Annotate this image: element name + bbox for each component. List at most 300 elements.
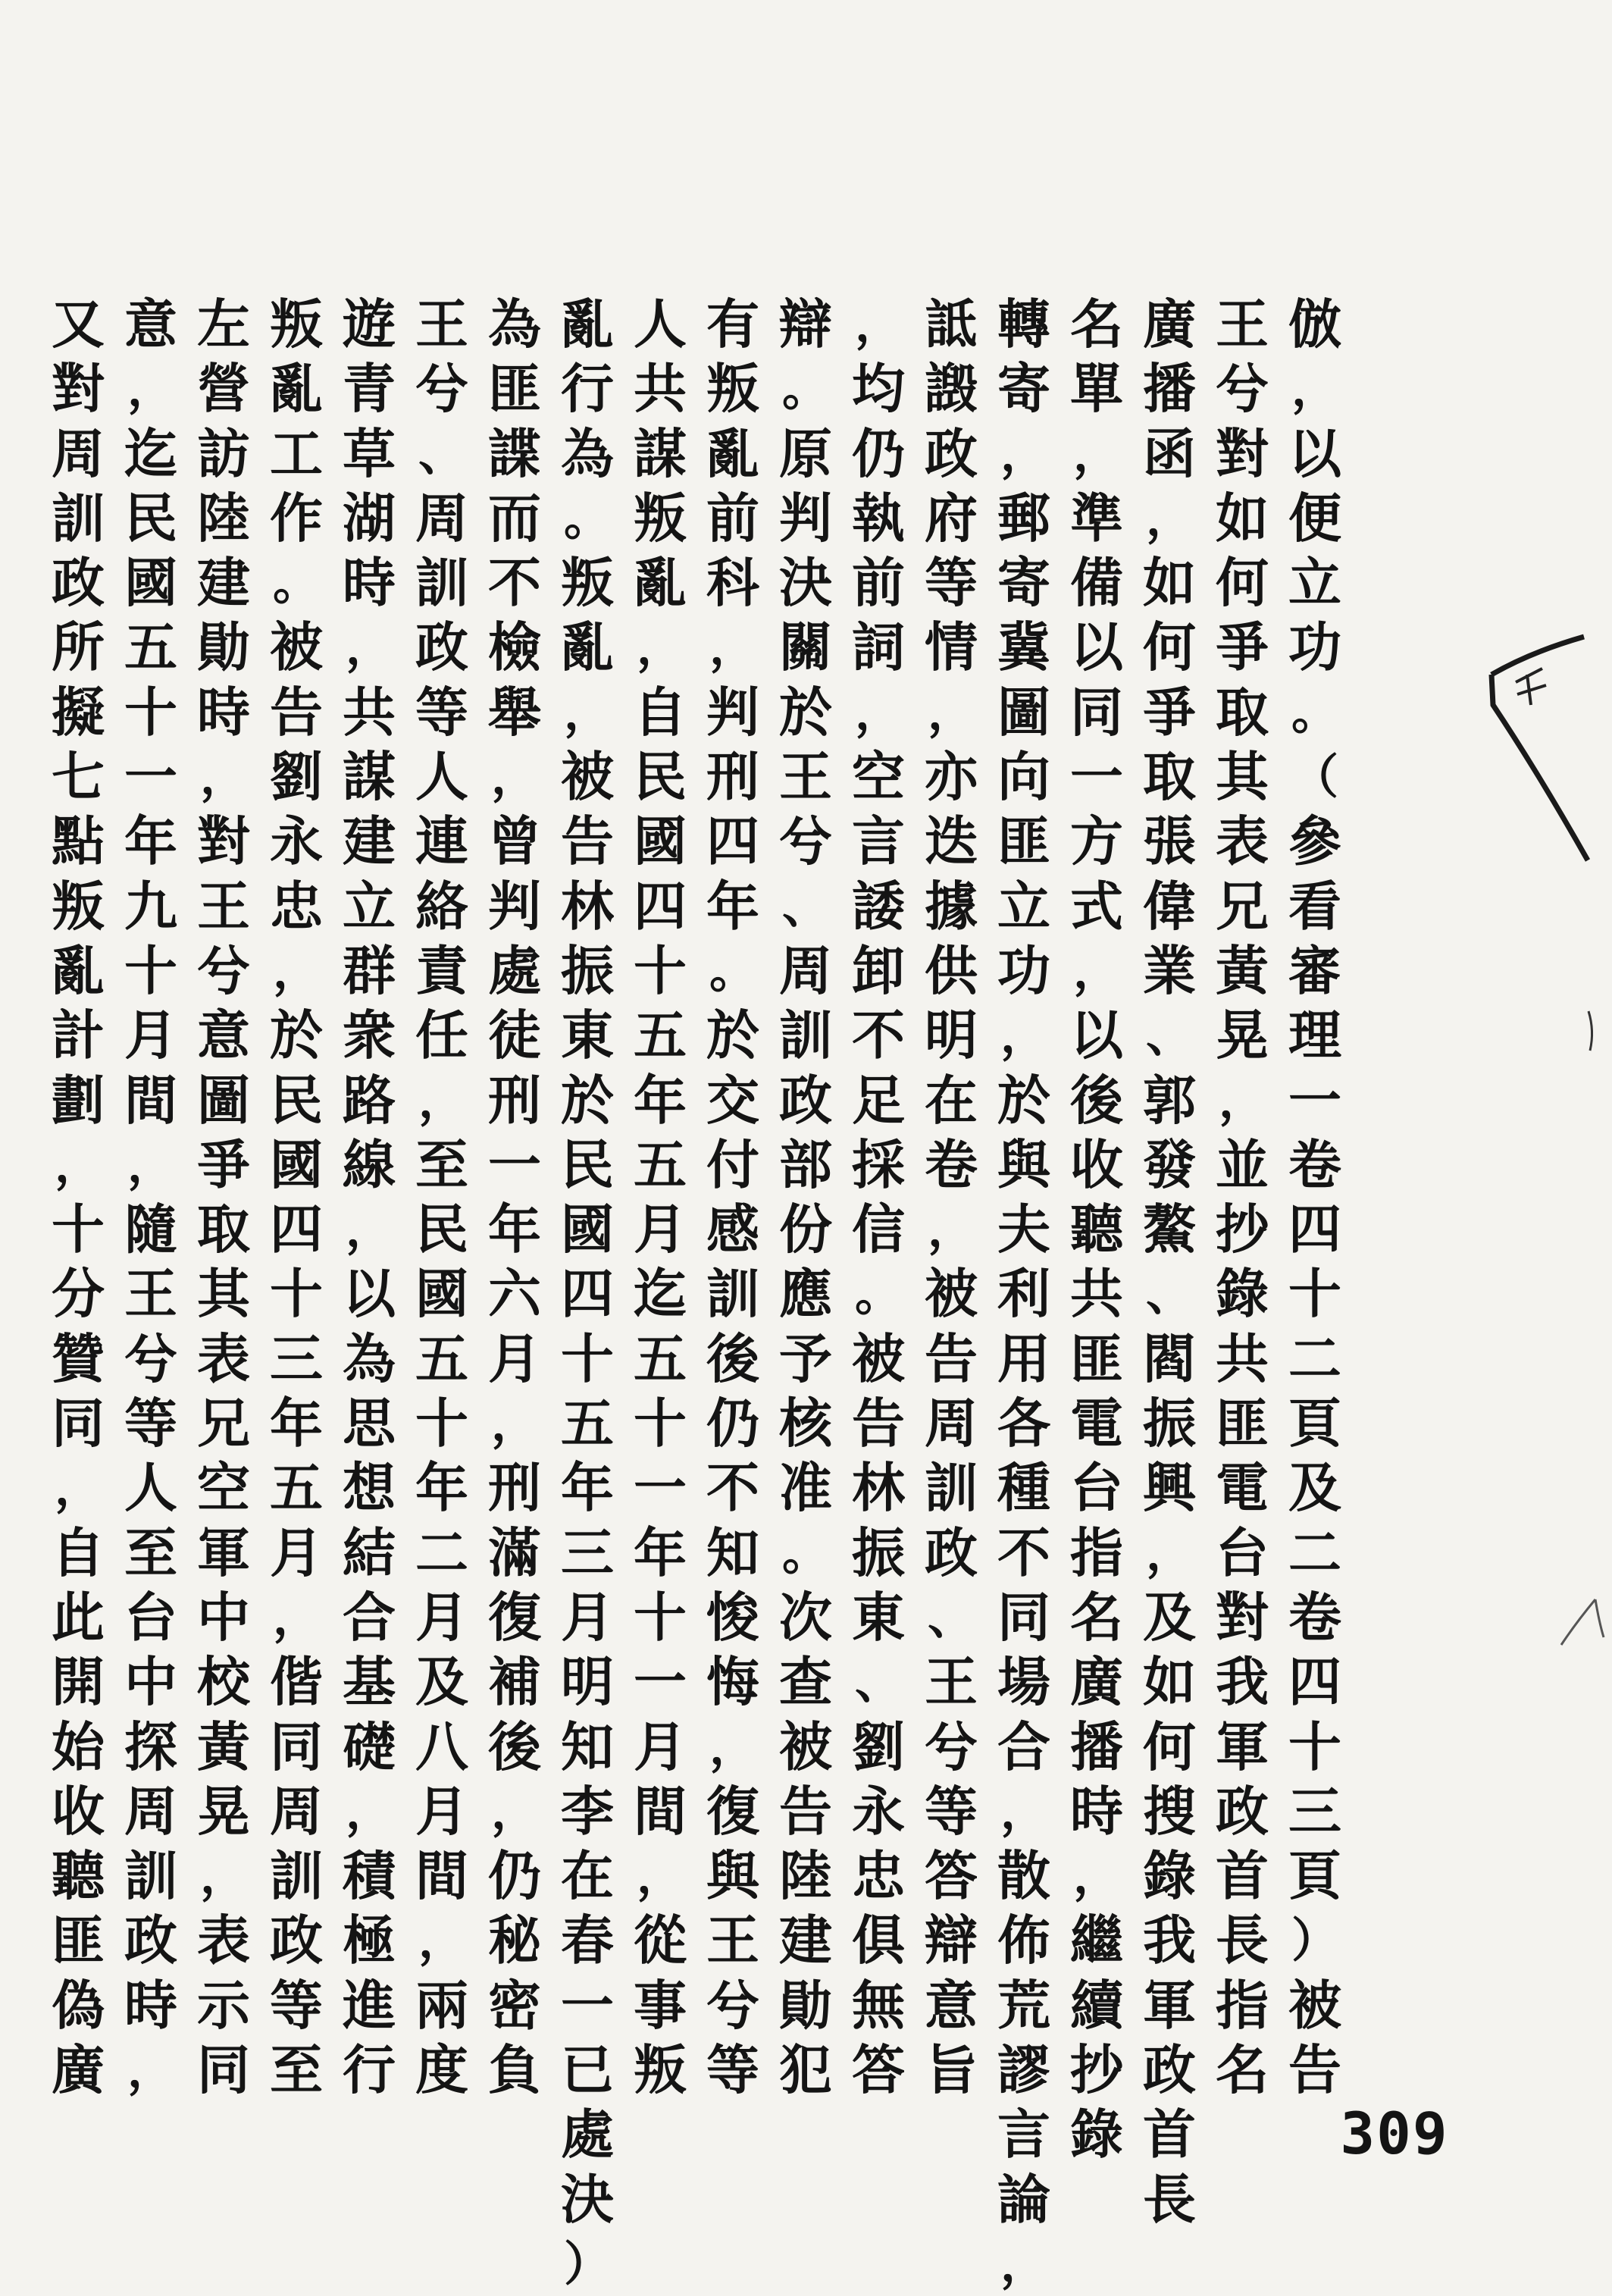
character: 仍 — [488, 1844, 541, 1908]
character: 四 — [706, 810, 759, 873]
character: 荒 — [997, 1973, 1050, 2037]
character: ， — [418, 1072, 465, 1128]
character: 四 — [1288, 1198, 1341, 1261]
character: 頁 — [1288, 1844, 1341, 1908]
character: 寄 — [997, 551, 1050, 615]
character: 人 — [634, 293, 687, 356]
character: 十 — [634, 1585, 687, 1649]
character: 長 — [1143, 2167, 1196, 2231]
character: 軍 — [197, 1521, 250, 1584]
character: 等 — [124, 1392, 177, 1455]
text-column — [1059, 292, 1135, 2167]
character: 四 — [561, 1262, 614, 1326]
character: 所 — [52, 616, 105, 679]
character: 補 — [488, 1650, 541, 1714]
character: 聽 — [52, 1844, 105, 1908]
character: 表 — [1216, 810, 1269, 873]
character: 五 — [561, 1392, 614, 1455]
character: 刑 — [488, 1456, 541, 1520]
character: 據 — [925, 874, 978, 938]
character: 王 — [1216, 293, 1269, 356]
character: ， — [927, 684, 975, 740]
character: 進 — [343, 1973, 396, 2037]
character: 周 — [52, 421, 105, 485]
character: 此 — [52, 1585, 105, 1649]
character: 民 — [124, 486, 177, 550]
text-column — [840, 292, 916, 2102]
character: 民 — [415, 1198, 468, 1261]
character: 告 — [852, 1392, 905, 1455]
character: 建 — [779, 1909, 832, 1972]
character: 間 — [124, 1068, 177, 1132]
character: 。 — [781, 1524, 829, 1580]
character: 張 — [1143, 810, 1196, 873]
character: 李 — [561, 1779, 614, 1843]
character: 王 — [706, 1909, 759, 1972]
character: 兮 — [197, 938, 250, 1002]
character: 辯 — [779, 293, 832, 356]
character: 年 — [415, 1456, 468, 1520]
character: 於 — [779, 680, 832, 744]
character: 六 — [488, 1262, 541, 1326]
character: 五 — [270, 1456, 323, 1520]
character: ， — [127, 2042, 174, 2098]
character: 五 — [634, 1327, 687, 1390]
character: 以 — [1070, 616, 1123, 679]
character: 政 — [925, 421, 978, 485]
character: 思 — [343, 1392, 396, 1455]
character: 告 — [779, 1779, 832, 1843]
character: 便 — [1288, 486, 1341, 550]
character: 為 — [343, 1327, 396, 1390]
character: 十 — [1288, 1262, 1341, 1326]
character: 付 — [706, 1132, 759, 1196]
character: ， — [127, 361, 174, 417]
character: 有 — [706, 293, 759, 356]
character: 告 — [1288, 2038, 1341, 2102]
character: 政 — [52, 551, 105, 615]
character: 播 — [1070, 1715, 1123, 1778]
character: 密 — [488, 1973, 541, 2037]
character: 散 — [997, 1844, 1050, 1908]
character: 東 — [852, 1585, 905, 1649]
character: ， — [1000, 2235, 1047, 2291]
text-column — [913, 292, 989, 2102]
character: 訓 — [415, 551, 468, 615]
character: 劃 — [52, 1068, 105, 1132]
character: 合 — [997, 1715, 1050, 1778]
character: 作 — [270, 486, 323, 550]
character: 指 — [1070, 1521, 1123, 1584]
character: ， — [636, 619, 684, 675]
character: 、 — [1145, 1007, 1193, 1063]
text-column — [1277, 292, 1353, 2102]
character: 寄 — [997, 357, 1050, 421]
character: 及 — [1288, 1456, 1341, 1520]
character: ， — [709, 1718, 756, 1774]
character: ， — [1291, 361, 1338, 417]
character: 被 — [561, 745, 614, 809]
character: 諉 — [852, 874, 905, 938]
character: 搜 — [1143, 1779, 1196, 1843]
character: 年 — [561, 1456, 614, 1520]
character: 陸 — [779, 1844, 832, 1908]
character: 。 — [272, 555, 320, 611]
character: 月 — [634, 1198, 687, 1261]
character: 三 — [270, 1327, 323, 1390]
character: 訓 — [706, 1262, 759, 1326]
character: 月 — [634, 1715, 687, 1778]
character: 復 — [706, 1779, 759, 1843]
text-column — [186, 292, 261, 2102]
character: 情 — [925, 616, 978, 679]
character: 圖 — [197, 1068, 250, 1132]
character: 不 — [706, 1456, 759, 1520]
character: 間 — [415, 1844, 468, 1908]
character: 長 — [1216, 1909, 1269, 1972]
character: 亦 — [925, 745, 978, 809]
character: 執 — [852, 486, 905, 550]
character: 科 — [706, 551, 759, 615]
character: 東 — [561, 1004, 614, 1067]
character: 劉 — [270, 745, 323, 809]
character: 七 — [52, 745, 105, 809]
character: 被 — [852, 1327, 905, 1390]
character: 譭 — [925, 357, 978, 421]
character: 中 — [197, 1585, 250, 1649]
character: 錄 — [1143, 1844, 1196, 1908]
character: 表 — [197, 1909, 250, 1972]
character: 首 — [1216, 1844, 1269, 1908]
text-column — [549, 292, 625, 2296]
character: 周 — [124, 1779, 177, 1843]
character: 群 — [343, 938, 396, 1002]
character: 兩 — [415, 1973, 468, 2037]
character: 九 — [124, 874, 177, 938]
margin-speck — [1584, 1008, 1599, 1054]
character: 諜 — [488, 421, 541, 485]
character: 表 — [197, 1327, 250, 1390]
character: 十 — [415, 1392, 468, 1455]
character: 民 — [561, 1132, 614, 1196]
character: 謬 — [997, 2038, 1050, 2102]
character: 名 — [1070, 293, 1123, 356]
character: ， — [709, 619, 756, 675]
character: 一 — [1070, 745, 1123, 809]
character: 。 — [563, 490, 611, 546]
character: 從 — [634, 1909, 687, 1972]
character: 在 — [925, 1068, 978, 1132]
character: ， — [1072, 942, 1120, 998]
character: 偽 — [52, 1973, 105, 2037]
character: 十 — [270, 1262, 323, 1326]
character: ， — [854, 296, 902, 352]
character: 四 — [270, 1198, 323, 1261]
character: 匪 — [997, 810, 1050, 873]
text-column — [258, 292, 334, 2102]
character: 營 — [197, 357, 250, 421]
character: 亂 — [634, 551, 687, 615]
character: 叛 — [634, 486, 687, 550]
character: 判 — [488, 874, 541, 938]
character: 積 — [343, 1844, 396, 1908]
character: 訪 — [197, 421, 250, 485]
character: 場 — [997, 1650, 1050, 1714]
character: ， — [127, 1136, 174, 1192]
character: 與 — [997, 1132, 1050, 1196]
character: 二 — [1288, 1327, 1341, 1390]
character: 空 — [197, 1456, 250, 1520]
character: 亂 — [706, 421, 759, 485]
character: 四 — [1288, 1650, 1341, 1714]
character: 判 — [706, 680, 759, 744]
character: 無 — [852, 1973, 905, 2037]
text-column — [1204, 292, 1280, 2102]
character: 仍 — [706, 1392, 759, 1455]
character: 旨 — [925, 2038, 978, 2102]
character: ， — [1072, 425, 1120, 481]
margin-speck — [1554, 1592, 1607, 1652]
character: ， — [1000, 1783, 1047, 1839]
character: 判 — [779, 486, 832, 550]
character: 知 — [561, 1715, 614, 1778]
character: 二 — [1288, 1521, 1341, 1584]
text-column — [331, 292, 407, 2102]
character: 收 — [1070, 1132, 1123, 1196]
character: 次 — [779, 1585, 832, 1649]
character: 爭 — [197, 1132, 250, 1196]
character: 被 — [270, 616, 323, 679]
character: 在 — [561, 1844, 614, 1908]
character: 王 — [124, 1262, 177, 1326]
character: 被 — [925, 1262, 978, 1326]
character: 言 — [852, 810, 905, 873]
character: 同 — [52, 1392, 105, 1455]
character: 路 — [343, 1068, 396, 1132]
character: ， — [1000, 1007, 1047, 1063]
character: 足 — [852, 1068, 905, 1132]
character: 決 — [561, 2167, 614, 2231]
character: ） — [563, 2235, 611, 2291]
character: ， — [927, 1201, 975, 1258]
character: 答 — [925, 1844, 978, 1908]
character: 錄 — [1070, 2103, 1123, 2166]
character: 兮 — [925, 1715, 978, 1778]
margin-tab-mark — [1485, 622, 1592, 872]
character: 郭 — [1143, 1068, 1196, 1132]
character: 圖 — [997, 680, 1050, 744]
character: 已 — [561, 2038, 614, 2102]
character: 年 — [634, 1068, 687, 1132]
character: 基 — [343, 1650, 396, 1714]
character: 單 — [1070, 357, 1123, 421]
character: 人 — [415, 745, 468, 809]
character: 共 — [343, 680, 396, 744]
character: 至 — [415, 1132, 468, 1196]
character: 聽 — [1070, 1198, 1123, 1261]
character: ， — [54, 1460, 102, 1516]
character: ， — [1000, 425, 1047, 481]
character: 夫 — [997, 1198, 1050, 1261]
character: 供 — [925, 938, 978, 1002]
character: 於 — [561, 1068, 614, 1132]
character: 遊 — [343, 293, 396, 356]
character: 建 — [197, 551, 250, 615]
character: 王 — [925, 1650, 978, 1714]
character: 復 — [488, 1585, 541, 1649]
character: 十 — [52, 1198, 105, 1261]
character: ， — [345, 619, 393, 675]
character: 永 — [852, 1779, 905, 1843]
character: 黃 — [1216, 938, 1269, 1002]
character: 林 — [852, 1456, 905, 1520]
character: 後 — [706, 1327, 759, 1390]
character: 一 — [634, 1456, 687, 1520]
character: 各 — [997, 1392, 1050, 1455]
character: 共 — [1216, 1327, 1269, 1390]
character: 詞 — [852, 616, 905, 679]
character: 訓 — [124, 1844, 177, 1908]
character: 於 — [997, 1068, 1050, 1132]
character: 意 — [197, 1004, 250, 1067]
character: 准 — [779, 1456, 832, 1520]
character: 偉 — [1143, 874, 1196, 938]
character: 鰲 — [1143, 1198, 1196, 1261]
character: 取 — [197, 1198, 250, 1261]
character: 十 — [634, 938, 687, 1002]
character: 人 — [124, 1456, 177, 1520]
character: 收 — [52, 1779, 105, 1843]
character: 處 — [561, 2103, 614, 2166]
character: 周 — [925, 1392, 978, 1455]
character: 業 — [1143, 938, 1196, 1002]
character: 想 — [343, 1456, 396, 1520]
character: 續 — [1070, 1973, 1123, 2037]
character: 八 — [415, 1715, 468, 1778]
character: 兮 — [415, 357, 468, 421]
character: 後 — [1070, 1068, 1123, 1132]
character: 國 — [270, 1132, 323, 1196]
character: 部 — [779, 1132, 832, 1196]
character: ， — [345, 1783, 393, 1839]
character: 、 — [854, 1654, 902, 1710]
character: 民 — [634, 745, 687, 809]
character: 仍 — [852, 421, 905, 485]
character: 結 — [343, 1521, 396, 1584]
character: 時 — [1070, 1779, 1123, 1843]
character: 計 — [52, 1004, 105, 1067]
character: 謀 — [634, 421, 687, 485]
character: 民 — [270, 1068, 323, 1132]
character: 告 — [561, 810, 614, 873]
character: 青 — [343, 357, 396, 421]
character: 十 — [124, 938, 177, 1002]
character: 知 — [706, 1521, 759, 1584]
character: 同 — [270, 1715, 323, 1778]
character: 。 — [709, 942, 756, 998]
character: 至 — [124, 1521, 177, 1584]
text-column — [404, 292, 480, 2102]
character: 對 — [1216, 1585, 1269, 1649]
character: 卷 — [1288, 1585, 1341, 1649]
character: 等 — [270, 1973, 323, 2037]
character: 振 — [561, 938, 614, 1002]
character: 極 — [343, 1909, 396, 1972]
character: 叛 — [634, 2038, 687, 2102]
character: 黃 — [197, 1715, 250, 1778]
page-number: 309 — [1340, 2100, 1449, 2167]
character: 忠 — [852, 1844, 905, 1908]
character: 月 — [415, 1779, 468, 1843]
character: 倣 — [1288, 293, 1341, 356]
character: 函 — [1143, 421, 1196, 485]
character: 同 — [197, 2038, 250, 2102]
character: 指 — [1216, 1973, 1269, 2037]
character: 振 — [1143, 1392, 1196, 1455]
character: 又 — [52, 293, 105, 356]
character: 草 — [343, 421, 396, 485]
character: 訓 — [779, 1004, 832, 1067]
character: 自 — [634, 680, 687, 744]
character: 振 — [852, 1521, 905, 1584]
character: 後 — [488, 1715, 541, 1778]
character: 如 — [1143, 551, 1196, 615]
character: 王 — [197, 874, 250, 938]
character: 名 — [1216, 2038, 1269, 2102]
text-column — [477, 292, 552, 2102]
character: 為 — [561, 421, 614, 485]
character: 兄 — [197, 1392, 250, 1455]
character: 予 — [779, 1327, 832, 1390]
character: 前 — [852, 551, 905, 615]
character: 叛 — [561, 551, 614, 615]
character: 份 — [779, 1198, 832, 1261]
character: 種 — [997, 1456, 1050, 1520]
character: 年 — [124, 810, 177, 873]
character: 信 — [852, 1198, 905, 1261]
character: 時 — [343, 551, 396, 615]
character: 、 — [418, 425, 465, 481]
character: 亂 — [52, 938, 105, 1002]
character: 國 — [124, 551, 177, 615]
character: 間 — [634, 1779, 687, 1843]
character: 何 — [1143, 1715, 1196, 1778]
character: 論 — [997, 2167, 1050, 2231]
character: 始 — [52, 1715, 105, 1778]
character: 及 — [1143, 1585, 1196, 1649]
character: 關 — [779, 616, 832, 679]
character: 核 — [779, 1392, 832, 1455]
character: 冀 — [997, 616, 1050, 679]
character: 軍 — [1143, 1973, 1196, 2037]
character: 三 — [561, 1521, 614, 1584]
character: 採 — [852, 1132, 905, 1196]
character: 被 — [1288, 1973, 1341, 2037]
character: 轉 — [997, 293, 1050, 356]
character: ， — [636, 1848, 684, 1904]
character: 秘 — [488, 1909, 541, 1972]
character: ， — [272, 1589, 320, 1645]
character: 月 — [270, 1521, 323, 1584]
character: ， — [854, 684, 902, 740]
character: 交 — [706, 1068, 759, 1132]
character: 台 — [124, 1585, 177, 1649]
character: 其 — [1216, 745, 1269, 809]
character: 詆 — [925, 293, 978, 356]
character: 事 — [634, 1973, 687, 2037]
text-column — [768, 292, 844, 2102]
character: 亂 — [270, 357, 323, 421]
